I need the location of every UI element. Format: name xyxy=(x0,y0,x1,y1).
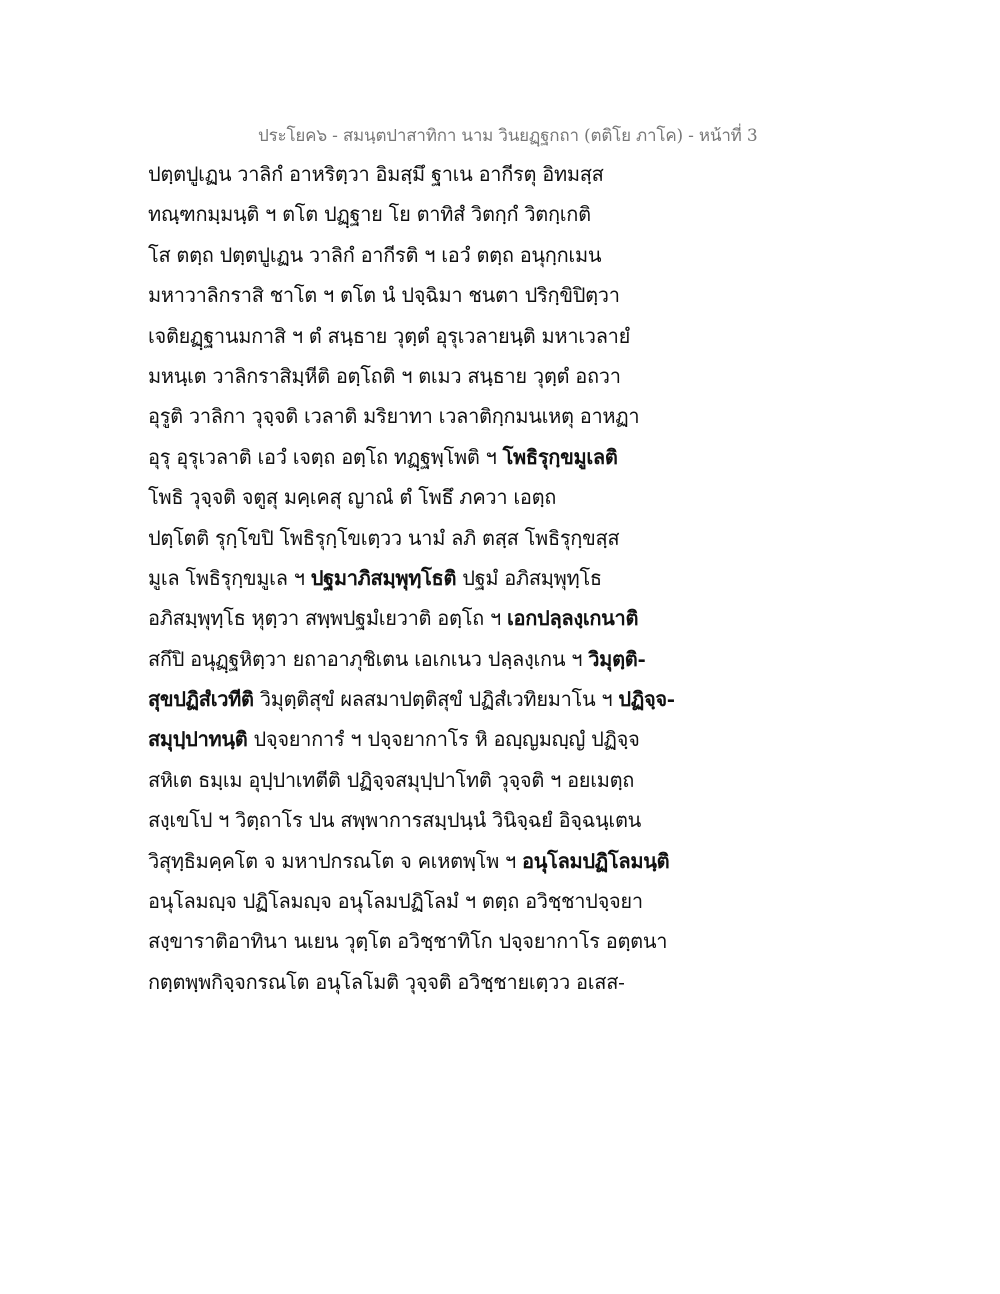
text-segment: สงฺเขโป ฯ วิตฺถาโร ปน สพฺพาการสมฺปนฺนํ วินิจฺฉยํ อิจฺฉนฺเตน xyxy=(148,808,642,833)
text-line xyxy=(148,881,708,921)
text-segment: กตฺตพฺพกิจฺจกรณโต อนุโลโมติ วุจฺจติ อวิชฺชายเตฺวว อเสส- xyxy=(148,969,625,994)
text-line xyxy=(148,639,708,679)
text-segment: วิสุทฺธิมคฺคโต จ มหาปกรณโต จ คเหตพฺโพ ฯ xyxy=(148,848,523,873)
text-segment: โส ตตฺถ ปตฺตปูเฏน วาลิกํ อากีรติ ฯ เอวํ ตตฺถ อนุกฺกเมน xyxy=(148,242,602,267)
text-line xyxy=(148,154,708,194)
text-line xyxy=(148,962,708,1002)
text-segment: อุรุ อุรุเวลาติ เอวํ เจตฺถ อตฺโถ ทฏฺฐพฺโพติ ฯ xyxy=(148,444,503,469)
text-line xyxy=(148,437,708,477)
document-body xyxy=(148,154,708,1002)
text-segment: อนุโลมญฺจ ปฏิโลมญฺจ อนุโลมปฏิโลมํ ฯ ตตฺถ อวิชฺชาปจฺจยา xyxy=(148,889,643,914)
bold-term: สุขปฏิสํเวทีติ xyxy=(148,687,254,712)
text-segment: ทณฺฑกมฺมนฺติ ฯ ตโต ปฏฺฐาย โย ตาทิสํ วิตกฺกํ วิตกฺเกติ xyxy=(148,202,591,227)
text-line xyxy=(148,841,708,881)
text-line xyxy=(148,760,708,800)
text-line xyxy=(148,477,708,517)
text-segment: ปจฺจยาการํ ฯ ปจฺจยากาโร หิ อญฺญมญฺญํ ปฏิจฺจ xyxy=(247,727,640,752)
text-line xyxy=(148,396,708,436)
bold-term: ปฏิจฺจ- xyxy=(618,687,675,712)
text-line xyxy=(148,719,708,759)
text-segment: สหิเต ธมฺเม อุปฺปาเทตีติ ปฏิจฺจสมุปฺปาโทติ วุจฺจติ ฯ อยเมตฺถ xyxy=(148,767,635,792)
bold-term: โพธิรุกฺขมูเลติ xyxy=(502,444,618,469)
text-segment: ปตฺโตติ รุกฺโขปิ โพธิรุกฺโขเตฺวว นามํ ลภิ ตสฺส โพธิรุกฺขสฺส xyxy=(148,525,620,550)
text-segment: มหาวาลิกราสิ ชาโต ฯ ตโต นํ ปจฺฉิมา ชนตา ปริกฺขิปิตฺวา xyxy=(148,283,620,308)
text-segment: อภิสมฺพุทฺโธ หุตฺวา สพฺพปฐมํเยวาติ อตฺโถ ฯ xyxy=(148,606,507,631)
text-line xyxy=(148,558,708,598)
text-segment: สงฺขาราติอาทินา นเยน วุตฺโต อวิชฺชาทิโก ปจฺจยากาโร อตฺตนา xyxy=(148,929,668,954)
text-segment: สกึปิ อนุฏฺฐหิตฺวา ยถาอาภุชิเตน เอเกเนว ปลฺลงฺเกน ฯ xyxy=(148,646,589,671)
text-segment: โพธิ วุจฺจติ จตูสุ มคฺเคสุ ญาณํ ตํ โพธึ ภควา เอตฺถ xyxy=(148,485,557,510)
text-segment: ปฐมํ อภิสมฺพุทฺโธ xyxy=(456,565,602,590)
text-segment: อุรูติ วาลิกา วุจฺจติ เวลาติ มริยาทา เวลาติกฺกมนเหตุ อาหฏา xyxy=(148,404,640,429)
text-segment: มหนฺเต วาลิกราสิมฺหีติ อตฺโถติ ฯ ตเมว สนฺธาย วุตฺตํ อถวา xyxy=(148,363,621,388)
text-line xyxy=(148,316,708,356)
text-line xyxy=(148,518,708,558)
bold-term: วิมุตฺติ- xyxy=(588,646,646,671)
bold-term: เอกปลฺลงฺเกนาติ xyxy=(507,606,639,631)
text-line xyxy=(148,679,708,719)
text-segment: ปตฺตปูเฏน วาลิกํ อาหริตฺวา อิมสฺมึ ฐาเน อากีรตุ อิทมสฺส xyxy=(148,162,604,186)
text-line xyxy=(148,235,708,275)
bold-term: ปฐมาภิสมฺพุทฺโธติ xyxy=(310,565,457,590)
text-line xyxy=(148,194,708,234)
text-line xyxy=(148,800,708,840)
text-line xyxy=(148,921,708,961)
text-line xyxy=(148,275,708,315)
text-line xyxy=(148,356,708,396)
text-segment: เจติยฏฺฐานมกาสิ ฯ ตํ สนฺธาย วุตฺตํ อุรุเวลายนฺติ มหาเวลายํ xyxy=(148,323,631,348)
text-line xyxy=(148,598,708,638)
page-header: ประโยค๖ - สมนฺตปาสาทิกา นาม วินยฏฺฐกถา (ตติโย ภาโค) - หน้าที่ 3 xyxy=(258,126,758,146)
bold-term: อนุโลมปฏิโลมนฺติ xyxy=(522,848,670,873)
text-segment: มูเล โพธิรุกฺขมูเล ฯ xyxy=(148,565,311,590)
text-segment: วิมุตฺติสุขํ ผลสมาปตฺติสุขํ ปฏิสํเวทิยมาโน ฯ xyxy=(253,687,619,712)
bold-term: สมุปฺปาทนฺติ xyxy=(148,727,248,752)
